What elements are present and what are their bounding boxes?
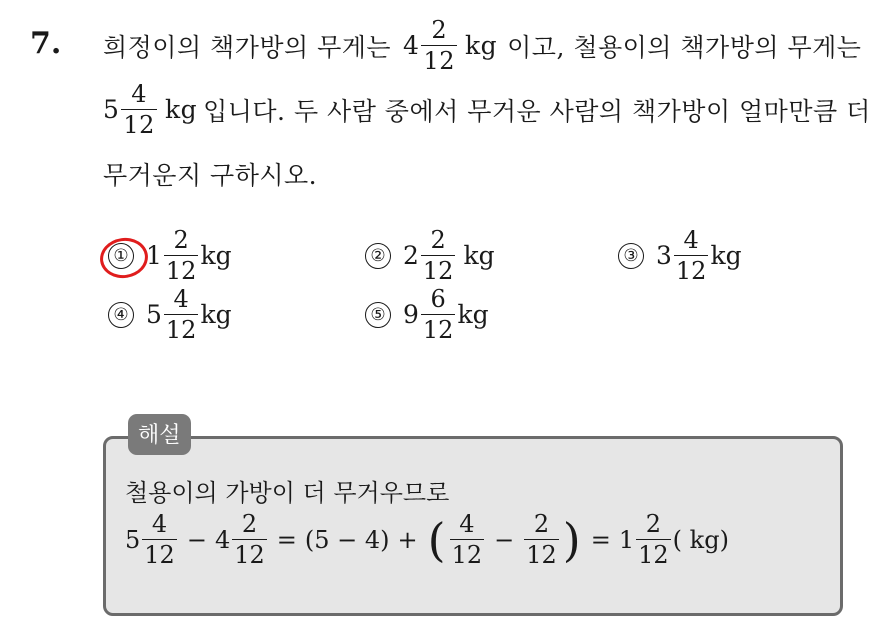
choice-5[interactable] bbox=[365, 287, 489, 342]
choice-4[interactable] bbox=[108, 287, 232, 342]
numerator: 6 bbox=[430, 285, 446, 313]
unit: kg bbox=[463, 241, 495, 270]
choice-number: ① bbox=[108, 243, 134, 269]
choice-1[interactable] bbox=[108, 228, 232, 283]
fraction bbox=[450, 512, 485, 567]
choice-number: ④ bbox=[108, 302, 134, 328]
unit: kg bbox=[164, 95, 198, 124]
denominator: 12 bbox=[123, 111, 155, 139]
mixed-number-whole: 5 bbox=[103, 95, 120, 124]
mixed-number-whole: 4 bbox=[214, 525, 231, 554]
denominator: 12 bbox=[675, 257, 707, 285]
mixed-number-whole: 1 bbox=[618, 525, 635, 554]
explanation-equation bbox=[125, 512, 729, 567]
minus-sign: − bbox=[494, 525, 515, 554]
choice-number: ② bbox=[365, 243, 391, 269]
choice-number: ③ bbox=[618, 243, 644, 269]
numerator: 4 bbox=[131, 80, 148, 108]
unit: kg bbox=[200, 241, 232, 270]
explanation-text: 철용이의 가방이 더 무거우므로 bbox=[125, 479, 450, 507]
choice-2[interactable] bbox=[365, 228, 495, 283]
numerator: 2 bbox=[533, 510, 550, 538]
numerator: 2 bbox=[431, 16, 448, 44]
numerator: 2 bbox=[430, 226, 446, 254]
fraction bbox=[524, 512, 559, 567]
denominator: 12 bbox=[165, 257, 197, 285]
unit: kg bbox=[200, 300, 232, 329]
question-line-2 bbox=[103, 82, 871, 137]
numerator: 2 bbox=[173, 226, 189, 254]
minus-sign: − bbox=[186, 525, 207, 554]
unit: ( kg) bbox=[672, 525, 729, 554]
numerator: 2 bbox=[645, 510, 662, 538]
fraction bbox=[164, 287, 199, 342]
numerator: 4 bbox=[151, 510, 168, 538]
denominator: 12 bbox=[451, 541, 483, 569]
fraction bbox=[674, 228, 709, 283]
grouped-wholes: (5 − 4) bbox=[304, 525, 390, 554]
unit: kg bbox=[710, 241, 742, 270]
fraction bbox=[421, 228, 456, 283]
numerator: 4 bbox=[459, 510, 475, 538]
choice-number: ⑤ bbox=[365, 302, 391, 328]
fraction bbox=[164, 228, 199, 283]
question-text: 무거운지 구하시오. bbox=[103, 161, 318, 190]
choice-3[interactable] bbox=[618, 228, 742, 283]
mixed-number-whole: 9 bbox=[403, 300, 419, 329]
question-line-1 bbox=[103, 18, 861, 73]
unit: kg bbox=[465, 31, 498, 60]
mixed-number-whole: 1 bbox=[146, 241, 162, 270]
fraction bbox=[232, 512, 267, 567]
question-text: 희정이의 책가방의 무게는 bbox=[103, 32, 392, 62]
denominator: 12 bbox=[144, 541, 175, 569]
mixed-number-whole: 5 bbox=[125, 525, 141, 554]
denominator: 12 bbox=[234, 541, 265, 569]
denominator: 12 bbox=[165, 316, 197, 344]
fraction bbox=[636, 512, 671, 567]
question-number: 7. bbox=[30, 26, 62, 61]
denominator: 12 bbox=[422, 257, 454, 285]
explanation-tag: 해설 bbox=[128, 414, 191, 455]
fraction bbox=[142, 512, 177, 567]
numerator: 4 bbox=[173, 285, 189, 313]
numerator: 2 bbox=[241, 510, 258, 538]
unit: kg bbox=[457, 300, 489, 329]
mixed-number-whole: 5 bbox=[146, 300, 162, 329]
equals-sign: = bbox=[590, 525, 611, 554]
equals-sign: = bbox=[276, 525, 297, 554]
fraction bbox=[121, 82, 157, 137]
mixed-number-whole: 4 bbox=[403, 31, 420, 60]
denominator: 12 bbox=[526, 541, 557, 569]
plus-sign: + bbox=[397, 525, 418, 554]
denominator: 12 bbox=[423, 47, 455, 75]
question-line-3 bbox=[103, 156, 317, 192]
question-text: 이고, 철용이의 책가방의 무게는 bbox=[507, 32, 862, 62]
left-paren: ( bbox=[427, 512, 446, 567]
question-text: 입니다. 두 사람 중에서 무거운 사람의 책가방이 얼마만큼 더 bbox=[203, 96, 871, 126]
fraction bbox=[421, 18, 457, 73]
denominator: 12 bbox=[638, 541, 669, 569]
denominator: 12 bbox=[422, 316, 454, 344]
numerator: 4 bbox=[683, 226, 699, 254]
mixed-number-whole: 3 bbox=[656, 241, 672, 270]
fraction bbox=[421, 287, 456, 342]
right-paren: ) bbox=[562, 512, 581, 567]
mixed-number-whole: 2 bbox=[403, 241, 419, 270]
